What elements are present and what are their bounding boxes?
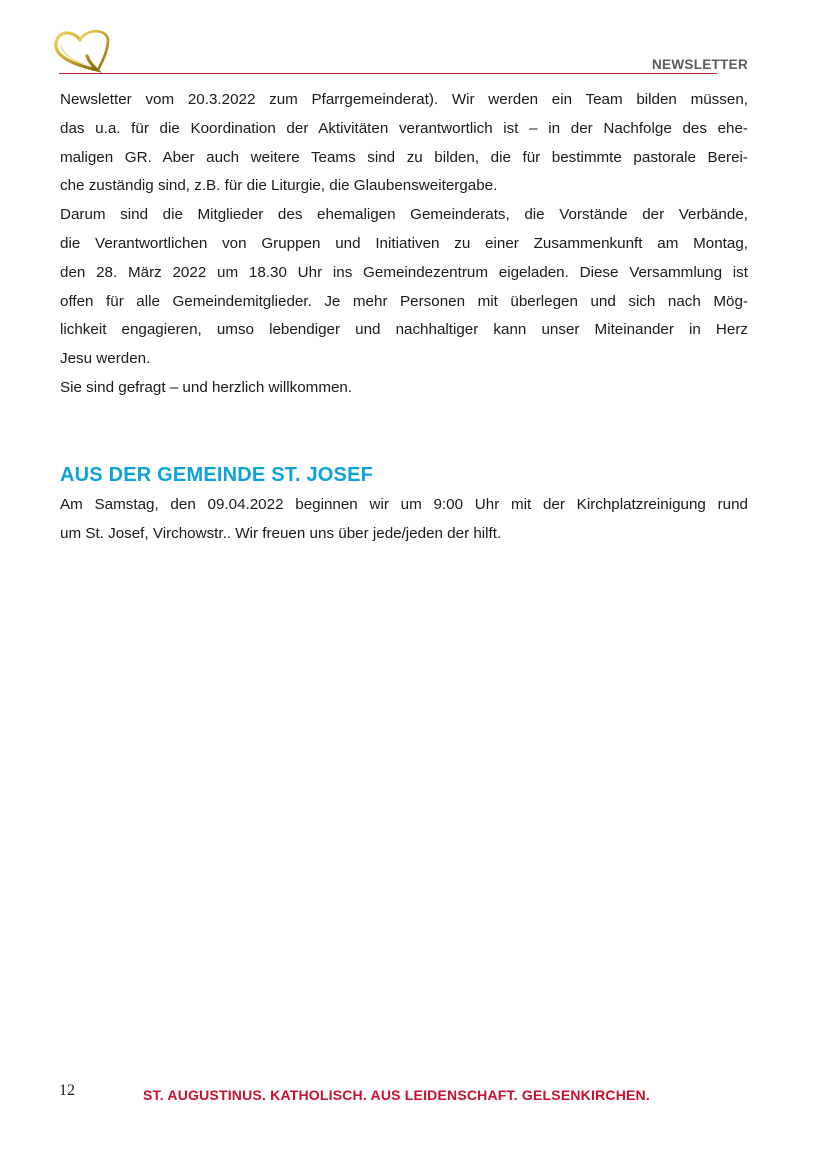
text-line: Darum sind die Mitglieder des ehemaligen Gemeinderats, die Vorstände der Verbände, [60,206,748,224]
footer-slogan: ST. AUGUSTINUS. KATHOLISCH. AUS LEIDENSCHAFT. GELSENKIRCHEN. [143,1087,650,1103]
text-line: che zuständig sind, z.B. für die Liturgie, die Glaubensweitergabe. [60,177,498,195]
gold-heart-logo-icon [53,26,113,74]
text-line: Jesu werden. [60,350,151,368]
text-line: um St. Josef, Virchowstr.. Wir freuen uns über jede/jeden der hilft. [60,524,502,542]
intro-paragraph [60,86,748,403]
header-divider [59,73,717,74]
text-line: das u.a. für die Koordination der Aktivitäten verantwortlich ist – in der Nachfolge des ehe- [60,119,748,137]
header-label: NEWSLETTER [652,57,748,72]
section-heading: AUS DER GEMEINDE ST. JOSEF [60,463,374,486]
page-number: 12 [59,1082,75,1099]
text-line: Sie sind gefragt – und herzlich willkommen. [60,378,353,396]
text-line: die Verantwortlichen von Gruppen und Initiativen zu einer Zusammenkunft am Montag, [60,234,748,252]
text-line: Am Samstag, den 09.04.2022 beginnen wir um 9:00 Uhr mit der Kirchplatzreinigung rund [60,495,748,513]
text-line: offen für alle Gemeindemitglieder. Je mehr Personen mit überlegen und sich nach Mög- [60,292,748,310]
section-paragraph [60,491,748,549]
text-line: lichkeit engagieren, umso lebendiger und nachhaltiger kann unser Miteinander in Herz [60,321,748,339]
page-content [60,86,748,548]
text-line: maligen GR. Aber auch weitere Teams sind zu bilden, die für bestimmte pastorale Berei- [60,148,748,166]
text-line: Newsletter vom 20.3.2022 zum Pfarrgemeinderat). Wir werden ein Team bilden müssen, [60,91,748,108]
text-line: den 28. März 2022 um 18.30 Uhr ins Gemeindezentrum eigeladen. Diese Versammlung ist [60,263,748,281]
